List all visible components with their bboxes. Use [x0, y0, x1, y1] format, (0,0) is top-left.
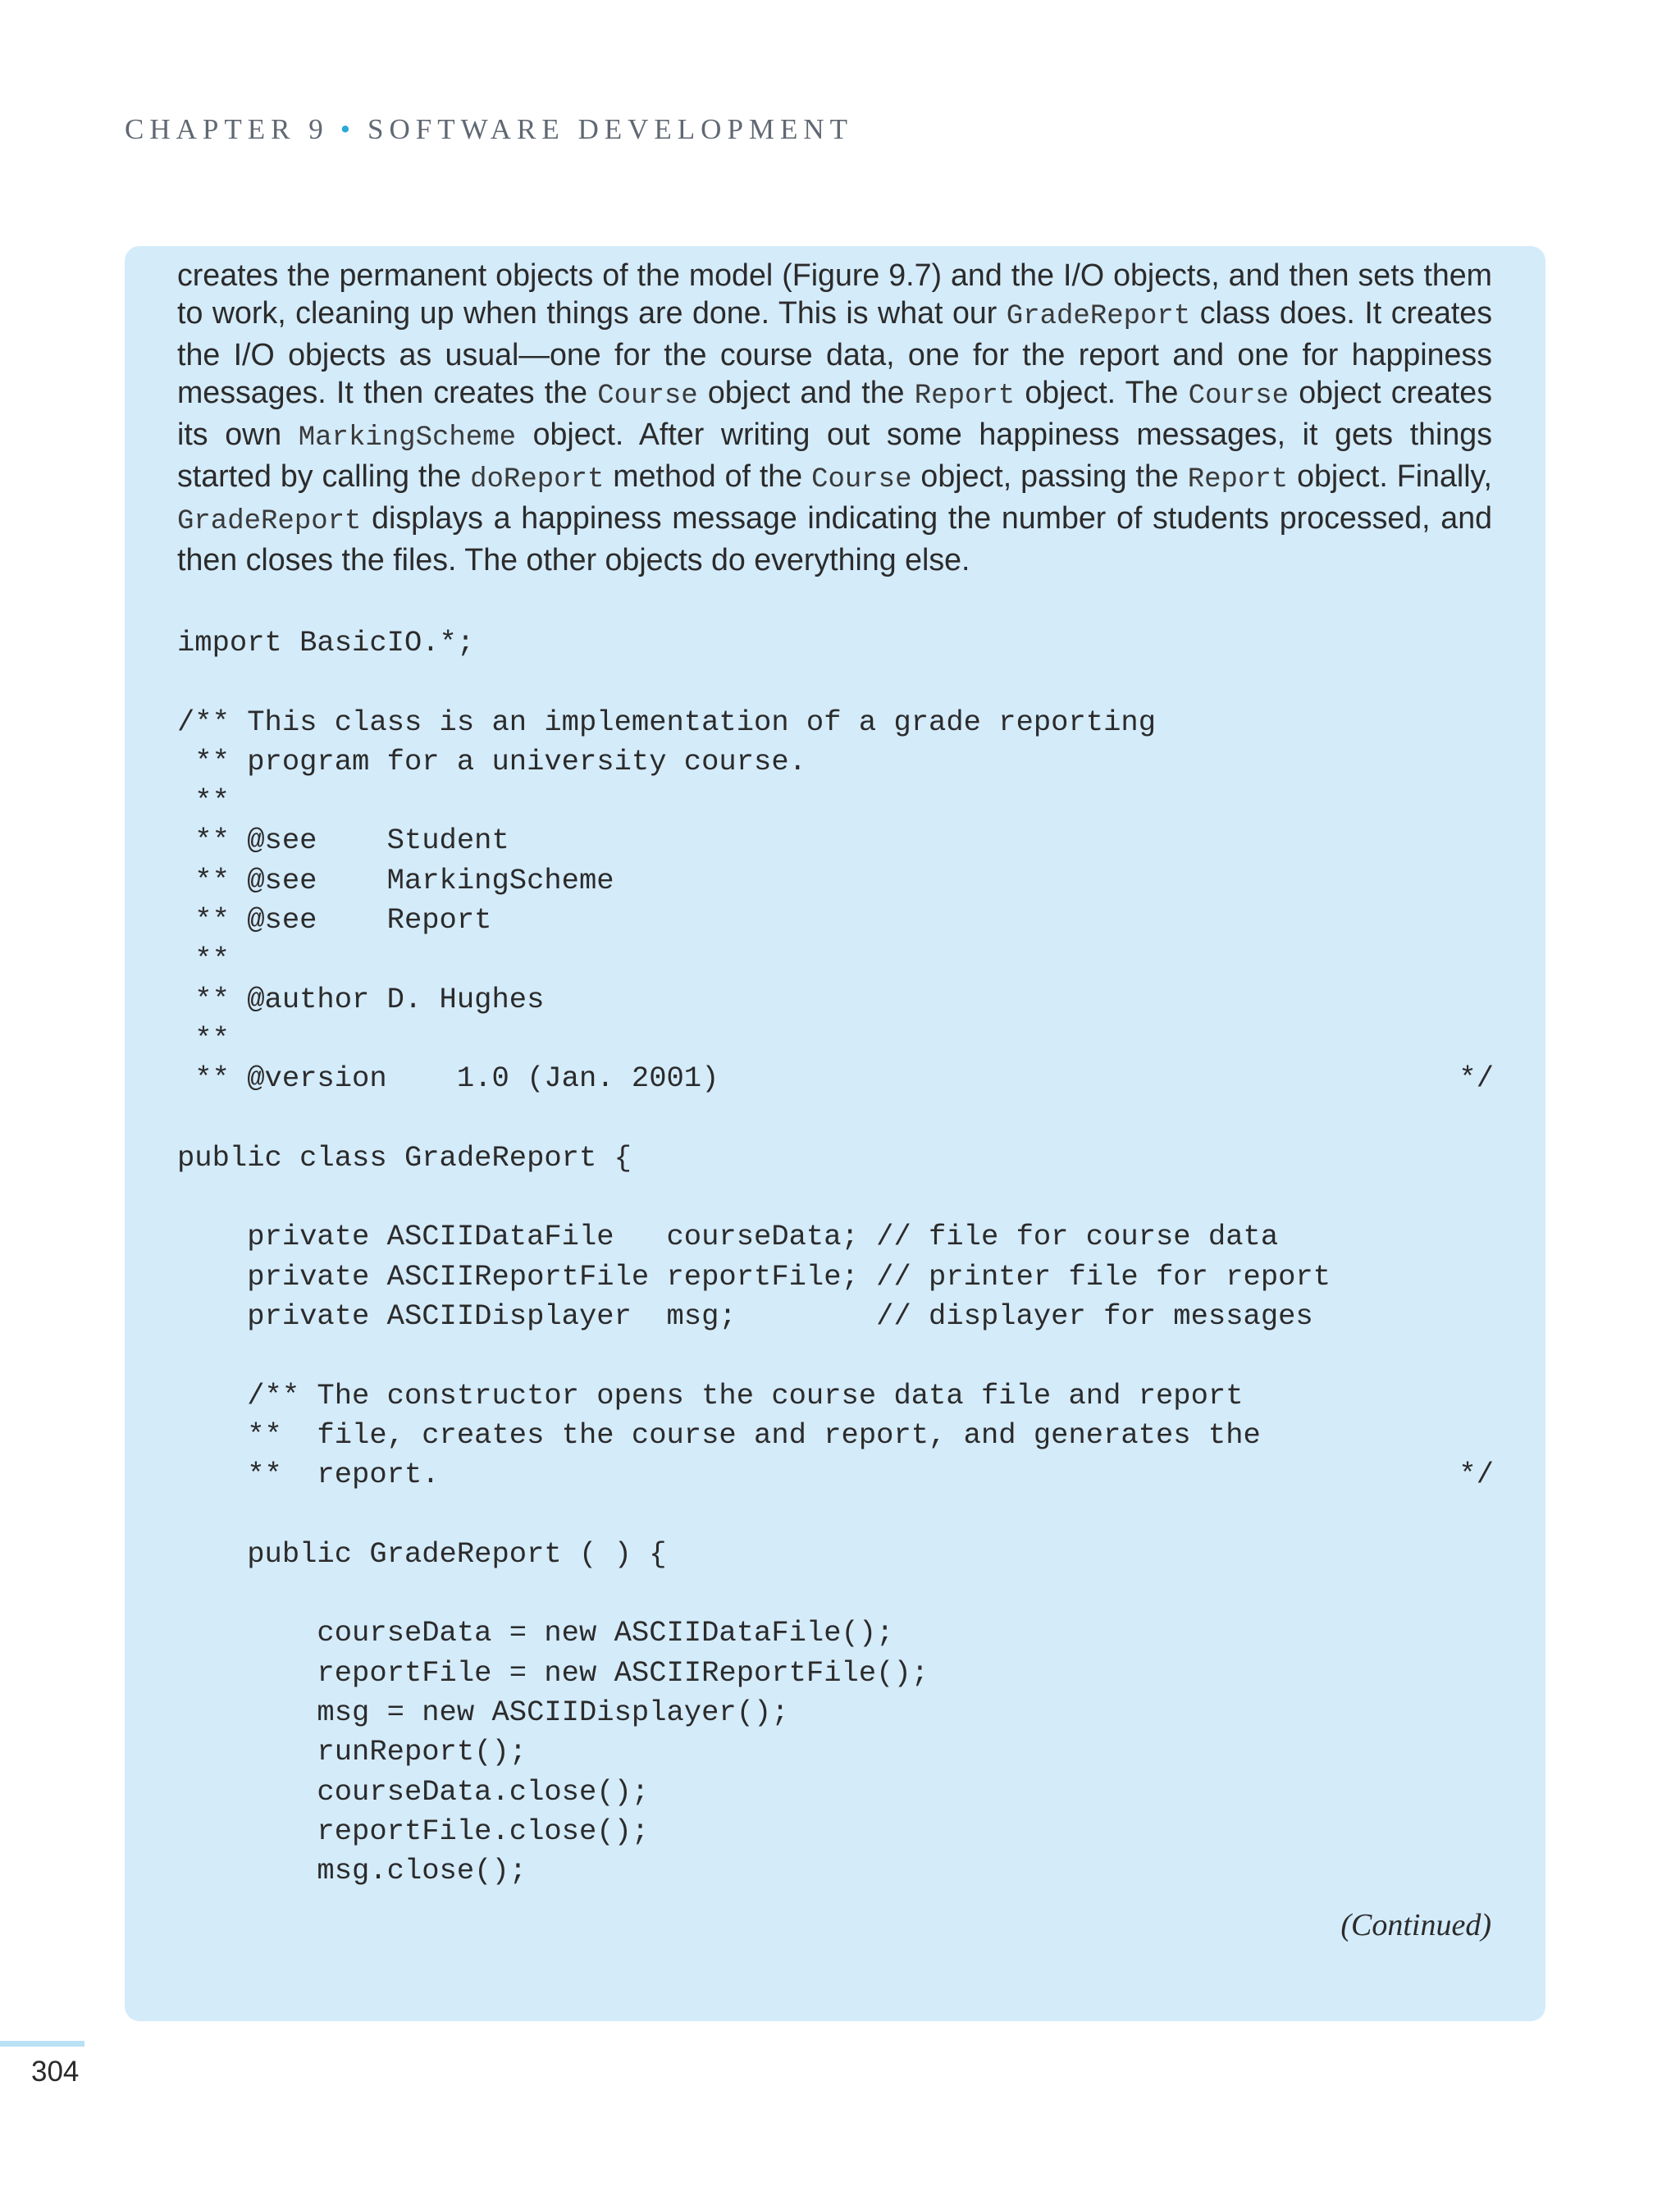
- code-line-text: ** @version 1.0 (Jan. 2001): [177, 1061, 719, 1096]
- code-line: [177, 1020, 1494, 1059]
- paragraph-text: creates the permanent objects of the model (Figure 9.7) and the I/O objects, and then sets them to work, cleaning up when things are done. This is what our: [177, 258, 1492, 330]
- continued-label: (Continued): [1340, 1908, 1491, 1942]
- code-line: [177, 1416, 1494, 1455]
- inline-code: Report: [1187, 464, 1289, 495]
- comment-close: */: [1459, 1061, 1494, 1096]
- code-line: [177, 1455, 1494, 1495]
- code-line: [177, 901, 1494, 940]
- inline-code: GradeReport: [1006, 301, 1191, 332]
- page-number: 304: [31, 2056, 80, 2088]
- code-line: [177, 1613, 1494, 1653]
- code-line-text: ** @see Student: [177, 824, 509, 858]
- page-number-rule: [0, 2041, 84, 2047]
- code-listing: [177, 623, 1494, 1892]
- code-line: [177, 1178, 1494, 1217]
- paragraph-text: object. After writing out some happiness messages, it gets things started by calling the: [177, 417, 1492, 493]
- code-line: [177, 1139, 1494, 1178]
- code-line: [177, 742, 1494, 782]
- code-line-text: /** The constructor opens the course data file and report: [177, 1378, 1244, 1413]
- paragraph-text: object. The: [1015, 375, 1189, 409]
- code-line-text: **: [177, 1021, 230, 1056]
- code-line-text: courseData = new ASCIIDataFile();: [177, 1616, 894, 1650]
- code-line: [177, 1495, 1494, 1535]
- code-line: [177, 1257, 1494, 1297]
- code-line-text: private ASCIIDisplayer msg; // displayer for messages: [177, 1299, 1313, 1334]
- code-line: [177, 1693, 1494, 1732]
- code-line: [177, 1059, 1494, 1098]
- paragraph-text: object. Finally,: [1288, 459, 1492, 493]
- paragraph-text: displays a happiness message indicating the number of students processed, and then closes the files. The other objects do everything else.: [177, 500, 1492, 577]
- code-line-text: reportFile = new ASCIIReportFile();: [177, 1655, 929, 1690]
- comment-close: */: [1459, 1458, 1494, 1492]
- code-line: [177, 703, 1494, 742]
- running-head-chapter: CHAPTER 9: [125, 113, 329, 145]
- code-line: [177, 1336, 1494, 1376]
- code-line: [177, 1812, 1494, 1851]
- paragraph-text: object, passing the: [911, 459, 1188, 493]
- paragraph-text: method of the: [604, 459, 812, 493]
- code-line-text: **: [177, 784, 230, 819]
- running-head-separator: •: [340, 113, 356, 145]
- code-line-text: private ASCIIReportFile reportFile; // printer file for report: [177, 1259, 1331, 1294]
- code-line: [177, 1217, 1494, 1257]
- code-line-text: msg.close();: [177, 1854, 527, 1888]
- code-line: [177, 663, 1494, 702]
- code-line: [177, 1732, 1494, 1772]
- running-head-title: SOFTWARE DEVELOPMENT: [367, 113, 854, 145]
- code-line: [177, 1851, 1494, 1891]
- code-line-text: **: [177, 942, 230, 977]
- code-line: [177, 623, 1494, 663]
- inline-code: Course: [811, 464, 912, 495]
- inline-code: MarkingScheme: [298, 422, 516, 454]
- code-line-text: runReport();: [177, 1735, 527, 1769]
- code-line-text: private ASCIIDataFile courseData; // file for course data: [177, 1220, 1279, 1254]
- code-line: [177, 1376, 1494, 1416]
- code-line-text: reportFile.close();: [177, 1814, 650, 1848]
- inline-code: doReport: [470, 464, 605, 495]
- code-line-text: ** file, creates the course and report, and generates the: [177, 1417, 1261, 1452]
- code-line: [177, 1535, 1494, 1574]
- code-line: [177, 1773, 1494, 1812]
- code-line-text: import BasicIO.*;: [177, 626, 475, 660]
- code-line: [177, 980, 1494, 1020]
- paragraph-text: class does. It creates the I/O objects as usual—one for the course data, one for the report and one for happiness messages. It then creates the: [177, 295, 1492, 409]
- code-line-text: ** @see MarkingScheme: [177, 863, 614, 897]
- inline-code: Course: [597, 381, 698, 412]
- inline-code: GradeReport: [177, 506, 362, 537]
- code-line: [177, 821, 1494, 860]
- code-line-text: ** program for a university course.: [177, 744, 806, 778]
- code-line: [177, 1099, 1494, 1139]
- inline-code: Report: [914, 381, 1016, 412]
- code-line-text: /** This class is an implementation of a grade reporting: [177, 705, 1156, 739]
- paragraph-text: object creates its own: [177, 375, 1492, 451]
- code-line-text: ** @see Report: [177, 903, 492, 938]
- code-line-text: msg = new ASCIIDisplayer();: [177, 1696, 789, 1730]
- code-line-text: courseData.close();: [177, 1774, 650, 1809]
- code-line: [177, 782, 1494, 821]
- code-line: [177, 940, 1494, 979]
- code-line: [177, 1297, 1494, 1336]
- code-line-text: public class GradeReport {: [177, 1140, 632, 1175]
- code-line-text: public GradeReport ( ) {: [177, 1536, 667, 1571]
- code-line-text: ** @author D. Hughes: [177, 982, 545, 1016]
- paragraph-text: object and the: [697, 375, 915, 409]
- code-line: [177, 1574, 1494, 1613]
- code-line: [177, 1654, 1494, 1693]
- inline-code: Course: [1188, 381, 1290, 412]
- code-line: [177, 861, 1494, 901]
- code-line-text: ** report.: [177, 1458, 440, 1492]
- running-head: [125, 113, 853, 146]
- body-paragraph: [177, 256, 1492, 578]
